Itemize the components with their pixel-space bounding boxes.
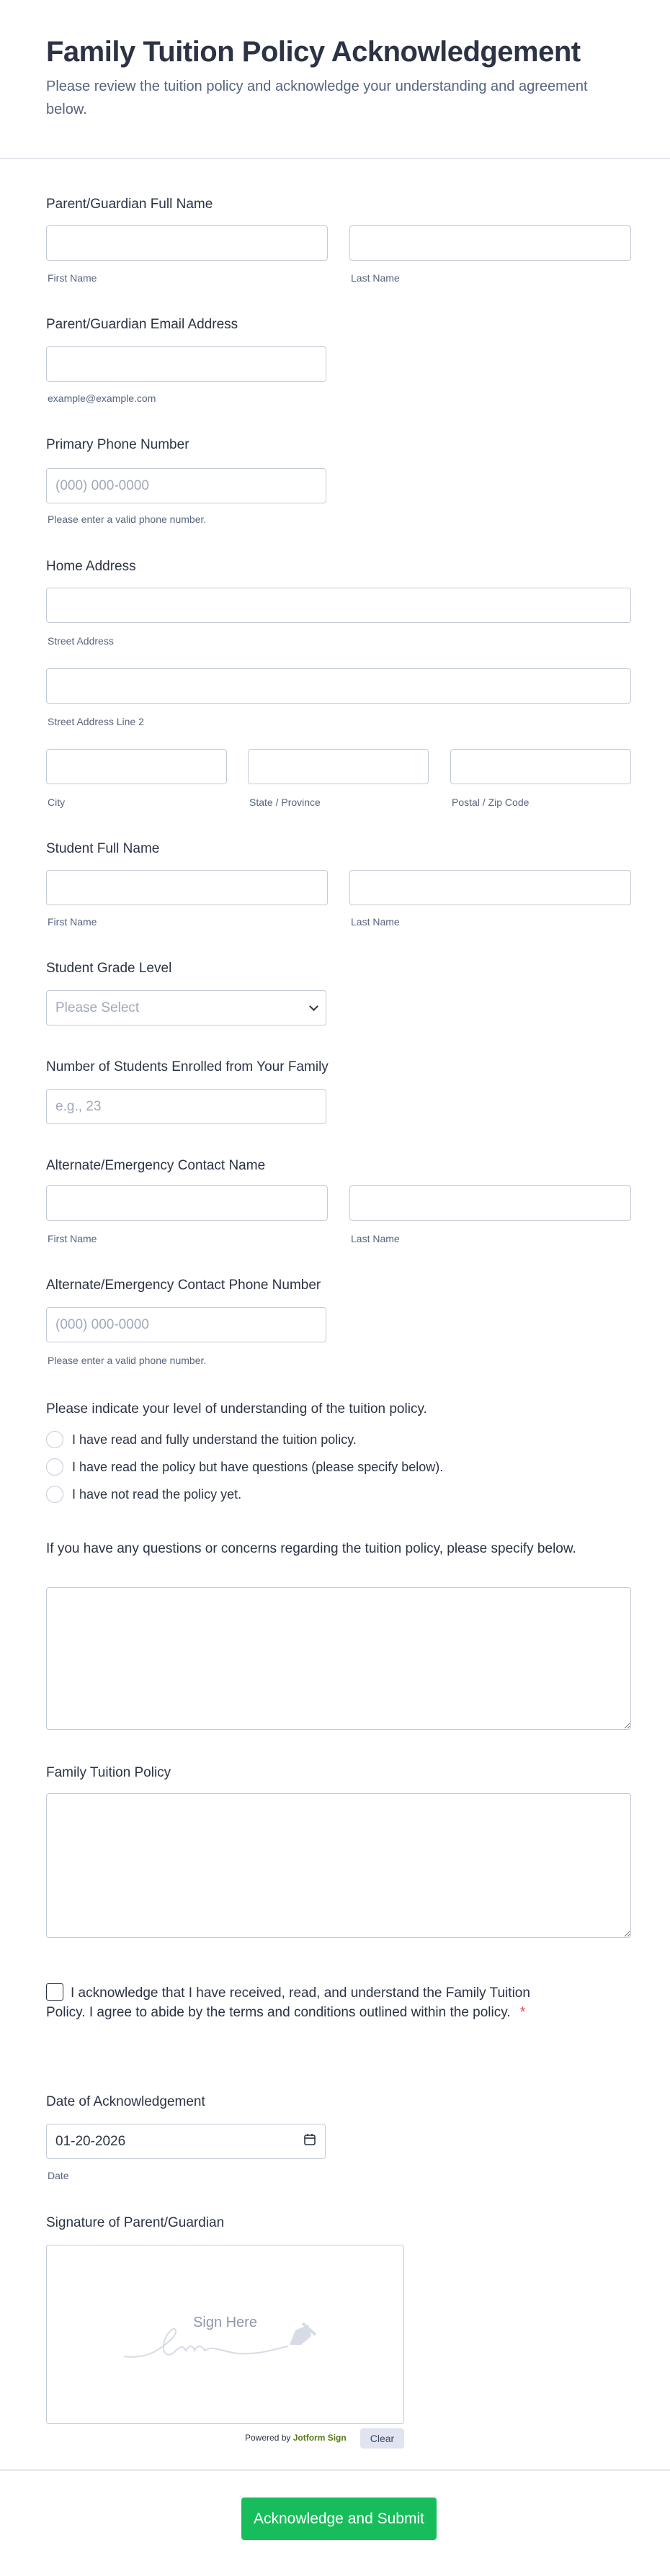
grade-select[interactable] bbox=[46, 990, 326, 1026]
alt-first-name-input[interactable] bbox=[46, 1185, 328, 1221]
city-input[interactable] bbox=[46, 749, 227, 784]
powered-by bbox=[245, 2433, 347, 2443]
signature-pen-icon bbox=[122, 2316, 324, 2366]
required-asterisk: * bbox=[519, 2005, 526, 2020]
understanding-option-2[interactable] bbox=[46, 1458, 443, 1476]
signature-pad[interactable] bbox=[46, 2245, 404, 2424]
phone-placeholder: (000) 000-0000 bbox=[55, 477, 149, 493]
street-sublabel: Street Address bbox=[48, 635, 114, 647]
num-students-label: Number of Students Enrolled from Your Family bbox=[46, 1059, 329, 1074]
page-subtitle: Please review the tuition policy and acknowledge your understanding and agreement below. bbox=[46, 78, 588, 117]
page-title: Family Tuition Policy Acknowledgement bbox=[46, 36, 581, 68]
parent-first-name-input[interactable] bbox=[46, 225, 328, 261]
date-label: Date of Acknowledgement bbox=[46, 2094, 205, 2109]
address-label: Home Address bbox=[46, 559, 136, 574]
alt-phone-label: Alternate/Emergency Contact Phone Number bbox=[46, 1278, 321, 1293]
alt-first-name-sublabel: First Name bbox=[48, 1233, 97, 1244]
state-sublabel: State / Province bbox=[249, 796, 321, 808]
num-students-input[interactable] bbox=[46, 1089, 326, 1124]
policy-label: Family Tuition Policy bbox=[46, 1765, 171, 1780]
jotform-sign-brand: Jotform Sign bbox=[292, 2433, 347, 2443]
street-input[interactable] bbox=[46, 588, 631, 623]
alt-name-label: Alternate/Emergency Contact Name bbox=[46, 1158, 266, 1173]
num-students-placeholder: e.g., 23 bbox=[55, 1098, 102, 1114]
phone-label: Primary Phone Number bbox=[46, 437, 189, 452]
understanding-option-3[interactable] bbox=[46, 1486, 241, 1503]
alt-phone-input[interactable] bbox=[46, 1307, 326, 1342]
chevron-down-icon bbox=[309, 1002, 318, 1011]
parent-last-name-sublabel: Last Name bbox=[351, 272, 400, 284]
street2-sublabel: Street Address Line 2 bbox=[48, 716, 144, 727]
grade-placeholder: Please Select bbox=[55, 1000, 140, 1015]
city-sublabel: City bbox=[48, 796, 66, 808]
alt-phone-placeholder: (000) 000-0000 bbox=[55, 1316, 149, 1332]
alt-phone-helper: Please enter a valid phone number. bbox=[48, 1355, 207, 1366]
email-input[interactable] bbox=[46, 346, 326, 382]
radio-icon[interactable] bbox=[46, 1458, 63, 1476]
ack-checkbox[interactable] bbox=[46, 1983, 63, 2001]
email-label: Parent/Guardian Email Address bbox=[46, 317, 238, 332]
phone-helper: Please enter a valid phone number. bbox=[48, 513, 207, 525]
student-last-name-sublabel: Last Name bbox=[351, 916, 400, 928]
parent-name-label: Parent/Guardian Full Name bbox=[46, 197, 213, 212]
grade-label: Student Grade Level bbox=[46, 961, 172, 976]
street2-input[interactable] bbox=[46, 668, 631, 704]
date-value: 01-20-2026 bbox=[55, 2133, 126, 2149]
understanding-option-1[interactable] bbox=[46, 1431, 357, 1448]
calendar-icon[interactable] bbox=[303, 2133, 316, 2150]
zip-sublabel: Postal / Zip Code bbox=[452, 796, 530, 808]
alt-last-name-sublabel: Last Name bbox=[351, 1233, 400, 1244]
footer-divider bbox=[0, 2469, 670, 2471]
phone-input[interactable] bbox=[46, 468, 326, 503]
understanding-label: Please indicate your level of understanding of the tuition policy. bbox=[46, 1401, 427, 1417]
parent-first-name-sublabel: First Name bbox=[48, 272, 97, 284]
student-last-name-input[interactable] bbox=[349, 870, 631, 905]
option-label: I have not read the policy yet. bbox=[72, 1486, 242, 1502]
radio-icon[interactable] bbox=[46, 1431, 63, 1448]
questions-label: If you have any questions or concerns regarding the tuition policy, please specify below. bbox=[46, 1541, 576, 1556]
alt-last-name-input[interactable] bbox=[349, 1185, 631, 1221]
date-helper: Date bbox=[48, 2170, 69, 2181]
ack-text: I acknowledge that I have received, read, and understand the Family Tuition Policy. I agree to abide by the terms and conditions outlined within the policy. bbox=[46, 1985, 530, 2020]
student-first-name-input[interactable] bbox=[46, 870, 328, 905]
signature-label: Signature of Parent/Guardian bbox=[46, 2215, 225, 2230]
option-label: I have read the policy but have questions (please specify below). bbox=[72, 1459, 444, 1474]
student-name-label: Student Full Name bbox=[46, 841, 160, 856]
powered-by-text: Powered by bbox=[245, 2433, 291, 2443]
policy-textarea[interactable] bbox=[46, 1793, 631, 1938]
sign-here-text: Sign Here bbox=[193, 2315, 257, 2330]
header-divider bbox=[0, 158, 670, 159]
submit-button[interactable]: Acknowledge and Submit bbox=[241, 2498, 437, 2540]
ack-checkbox-row bbox=[46, 1983, 550, 2022]
radio-icon[interactable] bbox=[46, 1486, 63, 1503]
student-first-name-sublabel: First Name bbox=[48, 916, 97, 928]
state-input[interactable] bbox=[248, 749, 429, 784]
email-helper: example@example.com bbox=[48, 392, 156, 404]
questions-textarea[interactable] bbox=[46, 1587, 631, 1730]
zip-input[interactable] bbox=[450, 749, 631, 784]
option-label: I have read and fully understand the tuition policy. bbox=[72, 1432, 357, 1447]
date-input[interactable] bbox=[46, 2124, 326, 2159]
parent-last-name-input[interactable] bbox=[349, 225, 631, 261]
clear-signature-button[interactable]: Clear bbox=[360, 2428, 404, 2449]
